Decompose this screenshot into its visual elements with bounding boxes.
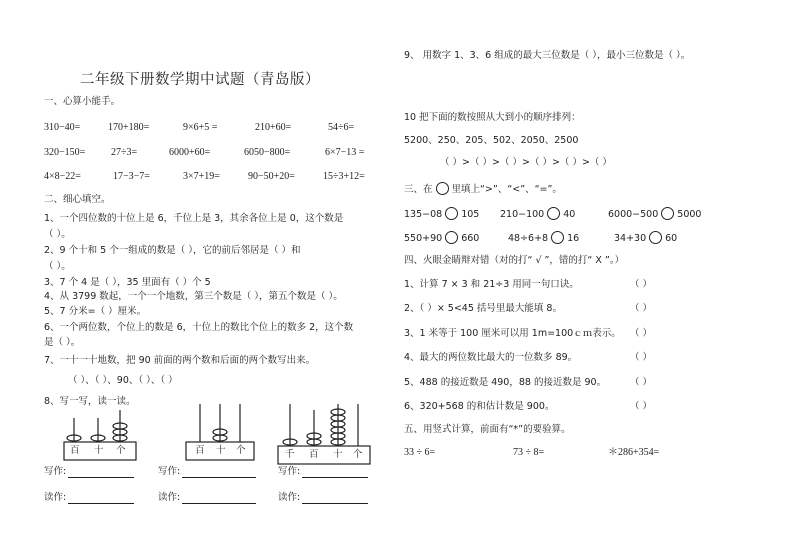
compare-circle-icon[interactable] xyxy=(445,207,458,220)
calc-3-3: 3×7+19= xyxy=(183,171,220,182)
compare-4-left: 550+90 xyxy=(404,233,443,244)
abacus-1-label-ones: 个 xyxy=(116,445,126,456)
calc-2-2: 27÷3= xyxy=(111,147,138,158)
calc-2-4: 6050−800= xyxy=(244,147,291,158)
judge-2-blank[interactable]: （ ） xyxy=(630,303,653,314)
section-3-heading xyxy=(404,182,562,195)
write-label-1: 写作: xyxy=(44,466,67,477)
vertical-calc-3: ＊286+354= xyxy=(608,447,660,458)
fill-q6-line2: 是（ ）。 xyxy=(44,337,81,348)
fill-q2-line1: 2、9 个十和 5 个一组成的数是（ ），它的前后邻居是（ ）和 xyxy=(44,245,301,256)
compare-1-left: 135−08 xyxy=(404,209,443,220)
write-label-2: 写作: xyxy=(158,466,181,477)
section-3-text-b: 里填上“>”、“<”、“=”。 xyxy=(451,184,562,195)
compare-circle-icon[interactable] xyxy=(551,231,564,244)
calc-1-3: 9×6+5 = xyxy=(183,122,218,133)
q10-blanks: （ ）>（ ）>（ ）>（ ）>（ ）>（ ） xyxy=(440,157,612,168)
write-line-1[interactable] xyxy=(68,477,134,478)
fill-q2-line2: （ ）。 xyxy=(44,261,71,272)
judge-6-blank[interactable]: （ ） xyxy=(630,401,653,412)
judge-5: 5、488 的接近数是 490，88 的接近数是 90。 xyxy=(404,377,607,388)
abacus-3-label-tens: 十 xyxy=(333,449,343,460)
fill-q1-line1: 1、一个四位数的十位上是 6，千位上是 3，其余各位上是 0，这个数是 xyxy=(44,213,344,224)
fill-q4: 4、从 3799 数起，一个一个地数，第三个数是（ ），第五个数是（ ）。 xyxy=(44,291,343,302)
compare-3 xyxy=(608,207,701,220)
calc-3-1: 4×8−22= xyxy=(44,171,81,182)
compare-6 xyxy=(614,231,677,244)
calc-1-2: 170+180= xyxy=(108,122,150,133)
section-1-heading: 一、心算小能手。 xyxy=(44,96,121,107)
section-4-heading: 四、火眼金睛辩对错（对的打“ √ ”，错的打“ X ”。） xyxy=(404,255,625,266)
calc-3-2: 17−3−7= xyxy=(113,171,150,182)
abacus-2-label-tens: 十 xyxy=(216,445,226,456)
fill-q10: 10 把下面的数按照从大到小的顺序排列： xyxy=(404,112,581,123)
abacus-1-label-tens: 十 xyxy=(94,445,104,456)
abacus-3-label-hundreds: 百 xyxy=(309,449,319,460)
compare-5-right: 16 xyxy=(567,233,580,244)
compare-2-left: 210−100 xyxy=(500,209,545,220)
circle-icon xyxy=(436,182,449,195)
write-line-3[interactable] xyxy=(302,477,368,478)
vertical-calc-1: 33 ÷ 6= xyxy=(404,447,436,458)
calc-2-3: 6000+60= xyxy=(169,147,211,158)
abacus-1-label-hundreds: 百 xyxy=(70,445,80,456)
read-label-2: 读作: xyxy=(158,492,181,503)
calc-3-4: 90−50+20= xyxy=(248,171,295,182)
compare-6-left: 34+30 xyxy=(614,233,647,244)
judge-1: 1、计算 7 × 3 和 21÷3 用同一句口诀。 xyxy=(404,279,579,290)
judge-4: 4、最大的两位数比最大的一位数多 89。 xyxy=(404,352,578,363)
read-line-2[interactable] xyxy=(182,503,256,504)
judge-2: 2、（ ）× 5<45 括号里最大能填 8。 xyxy=(404,303,562,314)
fill-q8: 8、写一写，读一读。 xyxy=(44,396,136,407)
fill-q7: 7、一十一十地数，把 90 前面的两个数和后面的两个数写出来。 xyxy=(44,355,316,366)
compare-4-right: 660 xyxy=(461,233,480,244)
compare-1-right: 105 xyxy=(461,209,480,220)
abacus-3-label-thousands: 千 xyxy=(285,449,295,460)
calc-2-1: 320−150= xyxy=(44,147,86,158)
judge-3-blank[interactable]: （ ） xyxy=(630,328,653,339)
abacus-2-label-ones: 个 xyxy=(236,445,246,456)
calc-3-5: 15÷3+12= xyxy=(323,171,365,182)
fill-q1-line2: （ ）。 xyxy=(44,229,71,240)
read-label-3: 读作: xyxy=(278,492,301,503)
section-2-heading: 二、细心填空。 xyxy=(44,194,111,205)
calc-1-4: 210+60= xyxy=(255,122,292,133)
fill-q5: 5、7 分米=（ ）厘米。 xyxy=(44,306,147,317)
write-line-2[interactable] xyxy=(182,477,256,478)
page-title: 二年级下册数学期中试题（青岛版） xyxy=(80,72,320,88)
compare-4 xyxy=(404,231,479,244)
vertical-calc-2: 73 ÷ 8= xyxy=(513,447,545,458)
judge-6: 6、320+568 的和估计数是 900。 xyxy=(404,401,555,412)
judge-4-blank[interactable]: （ ） xyxy=(630,352,653,363)
compare-circle-icon[interactable] xyxy=(661,207,674,220)
read-line-1[interactable] xyxy=(68,503,134,504)
compare-5 xyxy=(508,231,579,244)
read-line-3[interactable] xyxy=(302,503,368,504)
fill-q6-line1: 6、一个两位数，个位上的数是 6，十位上的数比个位上的数多 2，这个数 xyxy=(44,322,354,333)
abacus-2-label-hundreds: 百 xyxy=(195,445,205,456)
compare-5-left: 48÷6+8 xyxy=(508,233,549,244)
fill-q7-blanks: （ ）、（ ）、90、（ ）、（ ） xyxy=(68,375,178,386)
compare-1 xyxy=(404,207,479,220)
compare-3-right: 5000 xyxy=(677,209,702,220)
section-5-heading: 五、用竖式计算，前面有“*”的要验算。 xyxy=(404,424,571,435)
calc-1-5: 54÷6= xyxy=(328,122,355,133)
compare-circle-icon[interactable] xyxy=(547,207,560,220)
compare-2 xyxy=(500,207,575,220)
calc-2-5: 6×7−13 = xyxy=(325,147,365,158)
section-3-text-a: 三、在 xyxy=(404,184,433,195)
calc-1-1: 310−40= xyxy=(44,122,81,133)
q10-numbers: 5200、250、205、502、2050、2500 xyxy=(404,135,579,146)
judge-1-blank[interactable]: （ ） xyxy=(630,279,653,290)
read-label-1: 读作: xyxy=(44,492,67,503)
compare-circle-icon[interactable] xyxy=(445,231,458,244)
fill-q3: 3、7 个 4 是（ ），35 里面有（ ）个 5 xyxy=(44,277,211,288)
write-label-3: 写作: xyxy=(278,466,301,477)
judge-3: 3、1 米等于 100 厘米可以用 1m=100ｃｍ表示。 xyxy=(404,328,621,339)
compare-2-right: 40 xyxy=(563,209,576,220)
judge-5-blank[interactable]: （ ） xyxy=(630,377,653,388)
compare-circle-icon[interactable] xyxy=(649,231,662,244)
compare-3-left: 6000−500 xyxy=(608,209,659,220)
fill-q9: 9、 用数字 1、3、6 组成的最大三位数是（ ），最小三位数是（ ）。 xyxy=(404,50,691,61)
compare-6-right: 60 xyxy=(665,233,678,244)
abacus-3-label-ones: 个 xyxy=(353,449,363,460)
